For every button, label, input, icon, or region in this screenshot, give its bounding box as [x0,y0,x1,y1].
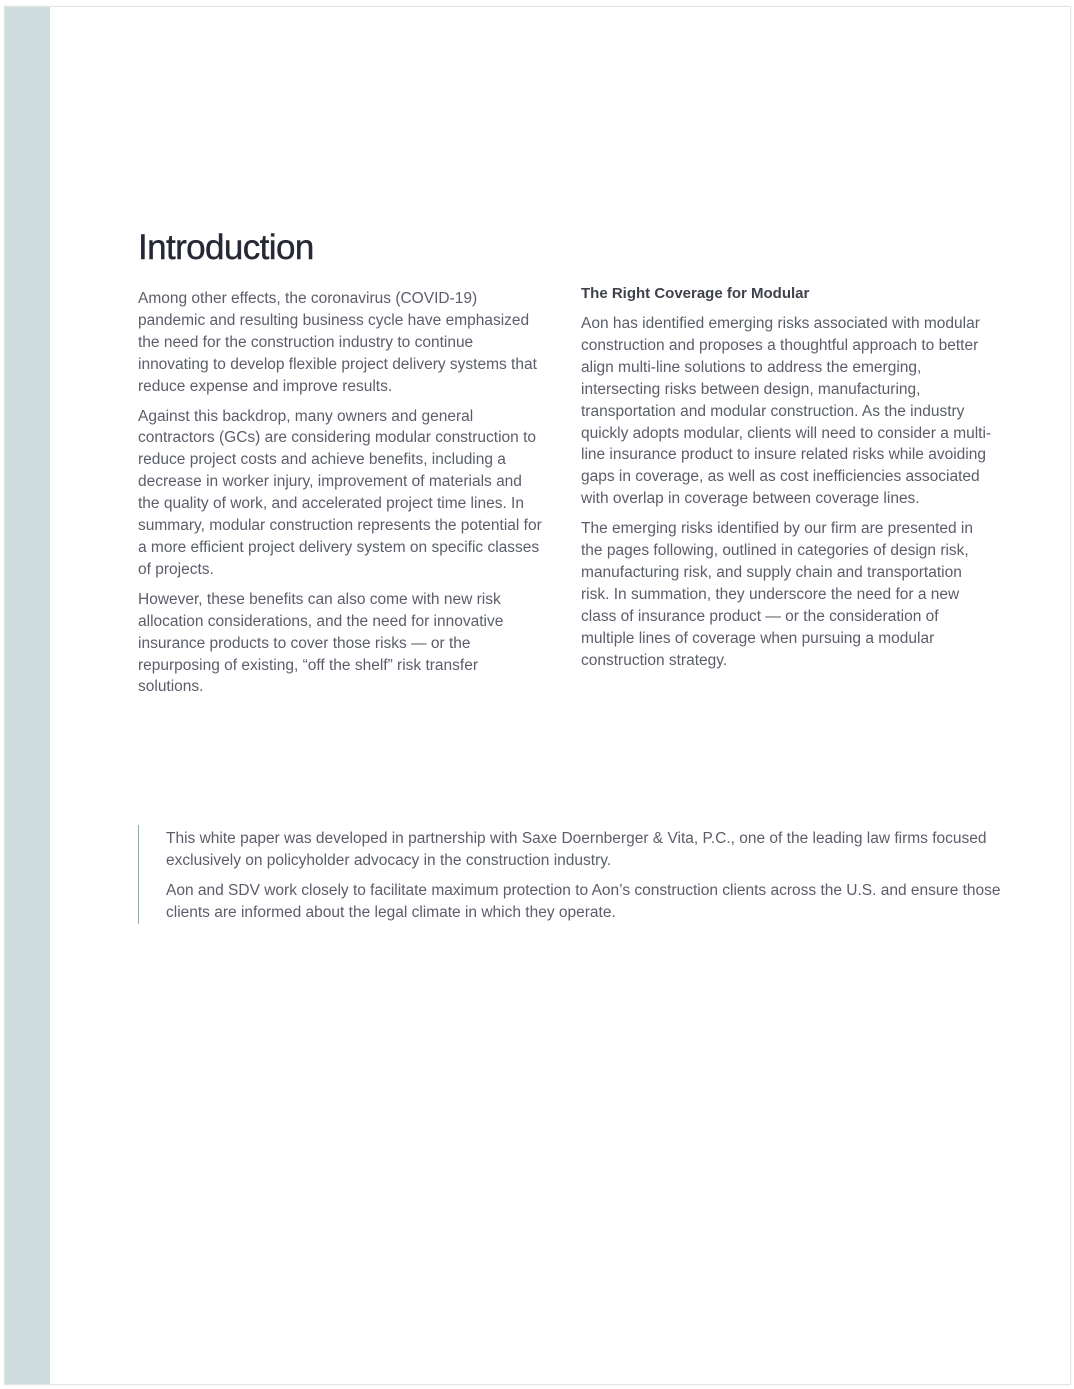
left-paragraph-1: Among other effects, the coronavirus (COVID-19) pandemic and resulting business cycle have emphasized the need for the construction industry to continue innovating to develop flexible project delivery systems that reduce expense and improve results. [138,290,537,395]
section-heading: The Right Coverage for Modular [581,285,810,302]
left-column [138,288,543,706]
right-column [581,283,993,680]
left-paragraph-2: Against this backdrop, many owners and general contractors (GCs) are considering modular construction to reduce project costs and achieve benefits, including a decrease in worker injury, improvement of materials and the quality of work, and accelerated project time lines. In summary, modular construction represents the potential for a more efficient project delivery system on specific classes of projects. [138,407,542,578]
left-paragraph-3: However, these benefits can also come with new risk allocation considerations, and the need for innovative insurance products to cover those risks — or the repurposing of existing, “off the shelf” risk transfer solutions. [138,590,504,696]
side-color-band [5,7,50,1384]
right-paragraph-2: The emerging risks identified by our firm are presented in the pages following, outlined in categories of design risk, manufacturing risk, and supply chain and transportation risk. In summation, they underscore the need for a new class of insurance product — or the consideration of multiple lines of coverage when pursuing a modular construction strategy. [581,520,973,669]
partnership-callout [138,825,1028,924]
callout-paragraph-1: This white paper was developed in partnership with Saxe Doernberger & Vita, P.C., one of the leading law firms focused exclusively on policyholder advocacy in the construction industry. [166,830,987,869]
right-paragraph-1: Aon has identified emerging risks associated with modular construction and proposes a thoughtful approach to better align multi-line solutions to address the emerging, intersecting risks between design, manufacturing, transportation and modular construction. As the industry quickly adopts modular, clients will need to consider a multi-line insurance product to insure related risks while avoiding gaps in coverage, as well as cost inefficiencies associated with overlap in coverage between coverage lines. [581,315,992,508]
document-page [4,6,1071,1385]
callout-paragraph-2: Aon and SDV work closely to facilitate maximum protection to Aon’s construction clients across the U.S. and ensure those clients are informed about the legal climate in which they operate. [166,881,1001,921]
page-title: Introduction [138,228,314,267]
